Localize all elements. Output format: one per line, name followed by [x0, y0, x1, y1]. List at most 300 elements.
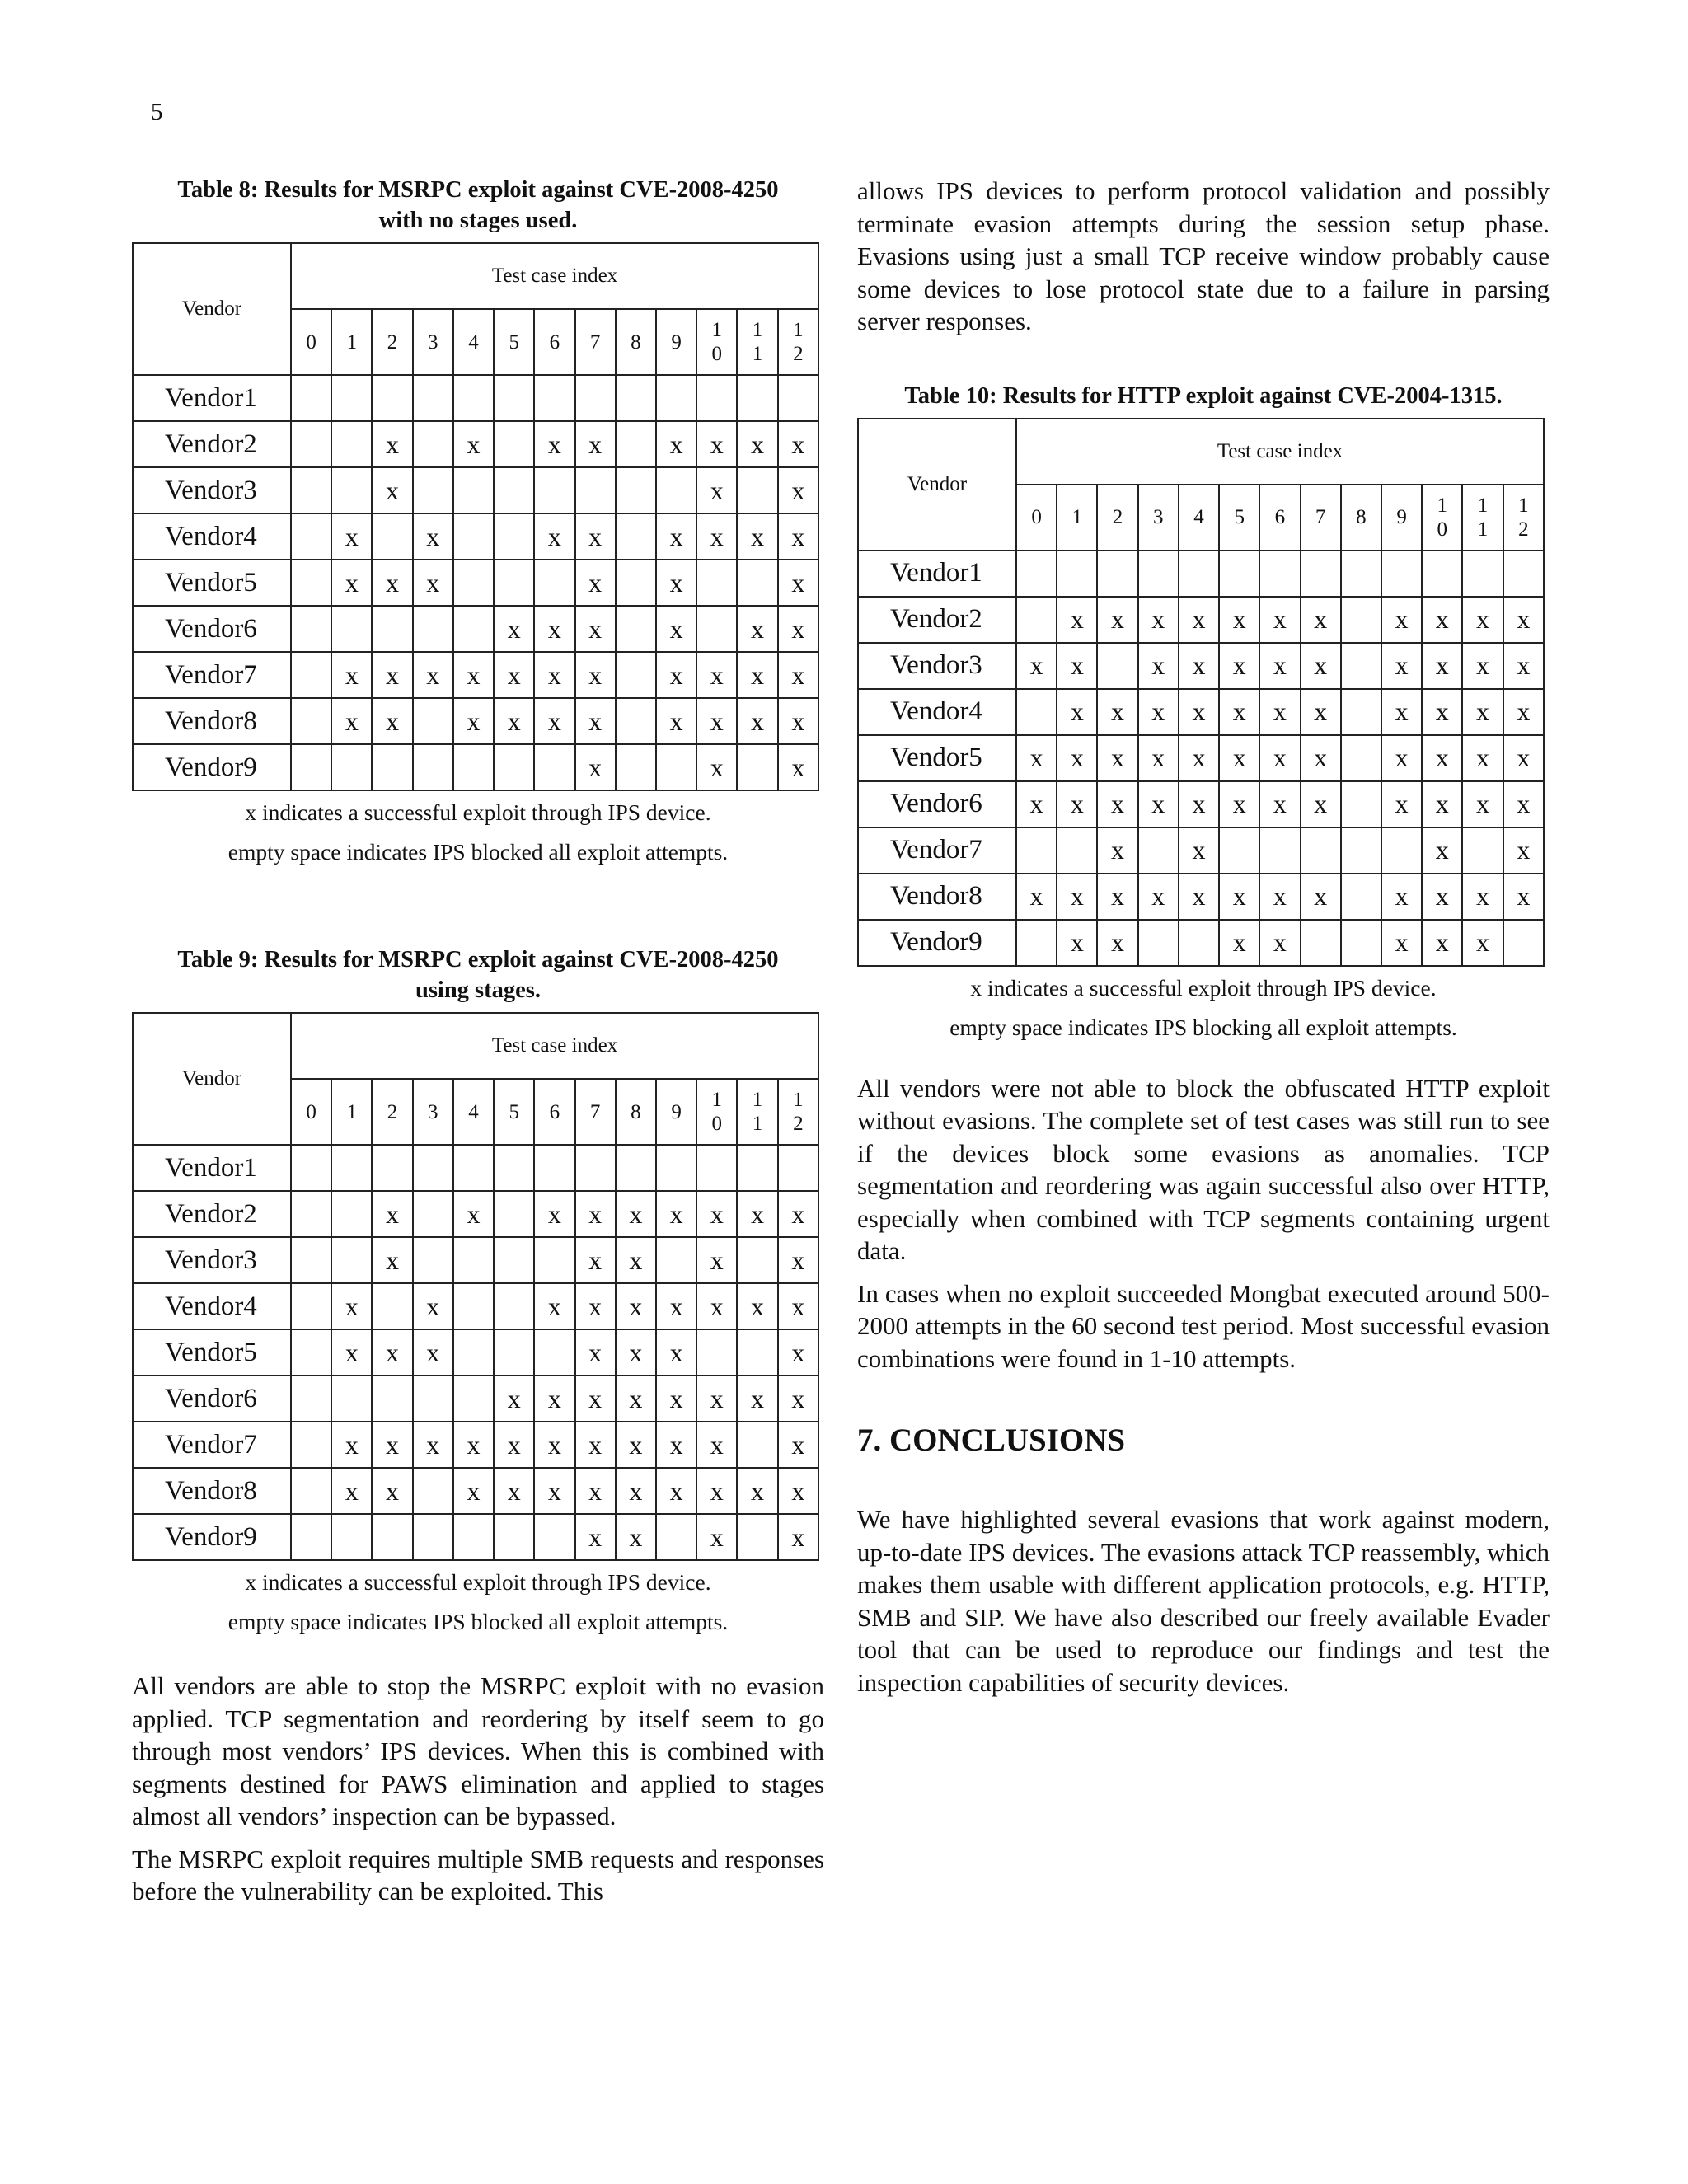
result-cell: x [1422, 597, 1462, 643]
result-cell: x [1259, 920, 1300, 966]
result-cell [1381, 827, 1422, 874]
result-cell [616, 698, 656, 744]
table-row [858, 551, 1544, 597]
test-case-index-header: Test case index [1016, 419, 1544, 485]
result-cell: x [1462, 735, 1503, 781]
vendor-column-header: Vendor [133, 243, 291, 375]
result-cell: x [534, 1422, 574, 1468]
result-cell [1057, 551, 1097, 597]
result-cell: x [778, 652, 818, 698]
column-index-header: 9 [1381, 485, 1422, 551]
result-cell: x [1422, 827, 1462, 874]
result-cell [656, 375, 696, 421]
vendor-name: Vendor8 [858, 874, 1016, 920]
table8-notes [132, 793, 824, 872]
result-cell [1057, 827, 1097, 874]
result-cell: x [494, 698, 534, 744]
result-cell: x [1057, 781, 1097, 827]
table-row [133, 652, 818, 698]
result-cell [453, 1283, 494, 1329]
result-cell: x [656, 698, 696, 744]
vendor-name: Vendor8 [133, 698, 291, 744]
vendor-name: Vendor9 [133, 1514, 291, 1560]
result-cell: x [494, 1422, 534, 1468]
result-cell: x [372, 698, 412, 744]
result-cell [1301, 827, 1341, 874]
result-cell: x [696, 1237, 737, 1283]
result-cell [372, 1145, 412, 1191]
result-cell [1341, 643, 1381, 689]
table-row [133, 467, 818, 513]
result-cell: x [778, 1468, 818, 1514]
column-index-header: 1 2 [778, 1079, 818, 1145]
result-cell [737, 1237, 777, 1283]
result-cell: x [656, 421, 696, 467]
result-cell: x [1138, 689, 1179, 735]
result-cell: x [778, 560, 818, 606]
result-cell [494, 1237, 534, 1283]
result-cell: x [1462, 920, 1503, 966]
result-cell: x [616, 1468, 656, 1514]
result-cell: x [1503, 781, 1544, 827]
vendor-name: Vendor5 [133, 1329, 291, 1376]
result-cell: x [1422, 689, 1462, 735]
result-cell: x [778, 698, 818, 744]
result-cell: x [696, 421, 737, 467]
result-cell: x [1259, 597, 1300, 643]
result-cell [1341, 781, 1381, 827]
result-cell: x [1138, 874, 1179, 920]
result-cell [534, 1514, 574, 1560]
result-cell: x [656, 1376, 696, 1422]
result-cell [291, 1237, 331, 1283]
table-row [133, 606, 818, 652]
result-cell: x [1462, 643, 1503, 689]
column-index-header: 5 [494, 1079, 534, 1145]
result-cell: x [1301, 781, 1341, 827]
result-cell: x [575, 1376, 616, 1422]
result-cell: x [534, 606, 574, 652]
test-case-index-header: Test case index [291, 243, 818, 309]
result-cell [534, 1145, 574, 1191]
result-cell: x [1381, 920, 1422, 966]
result-cell: x [413, 1329, 453, 1376]
result-cell [413, 606, 453, 652]
result-cell: x [737, 698, 777, 744]
result-cell [413, 1237, 453, 1283]
result-cell: x [616, 1329, 656, 1376]
result-cell [534, 744, 574, 790]
result-cell: x [656, 513, 696, 560]
result-cell: x [331, 1329, 372, 1376]
column-index-header: 7 [575, 309, 616, 375]
column-index-header: 1 [331, 309, 372, 375]
result-cell: x [575, 744, 616, 790]
column-index-header: 8 [616, 1079, 656, 1145]
result-cell [1138, 551, 1179, 597]
result-cell [413, 421, 453, 467]
result-cell [737, 1422, 777, 1468]
result-cell [1259, 827, 1300, 874]
table9-results [132, 1012, 819, 1561]
result-cell: x [696, 698, 737, 744]
result-cell: x [778, 1514, 818, 1560]
result-cell: x [1301, 874, 1341, 920]
result-cell [616, 421, 656, 467]
result-cell [1219, 827, 1259, 874]
result-cell [372, 1514, 412, 1560]
result-cell: x [372, 467, 412, 513]
table9-caption-line1: Table 9: Results for MSRPC exploit against CVE-2008-4250 [177, 947, 779, 972]
result-cell [413, 1376, 453, 1422]
result-cell: x [1179, 643, 1219, 689]
result-cell [291, 1376, 331, 1422]
result-cell: x [1259, 689, 1300, 735]
result-cell: x [1016, 643, 1057, 689]
result-cell: x [778, 1191, 818, 1237]
result-cell [696, 1145, 737, 1191]
right-paragraph-top: allows IPS devices to perform protocol validation and possibly terminate evasion attempts during the session setup phase. Evasions using just a small TCP receive window probably cause some devices to lose protocol state due to a failure in parsing server responses. [857, 176, 1550, 335]
result-cell: x [1381, 689, 1422, 735]
result-cell: x [372, 1329, 412, 1376]
vendor-name: Vendor6 [133, 1376, 291, 1422]
column-index-header: 1 0 [696, 1079, 737, 1145]
column-index-header: 1 2 [778, 309, 818, 375]
result-cell [291, 421, 331, 467]
result-cell: x [453, 698, 494, 744]
table9-caption-line2: using stages. [415, 977, 542, 1003]
column-index-header: 9 [656, 309, 696, 375]
result-cell [534, 467, 574, 513]
result-cell [331, 1376, 372, 1422]
vendor-name: Vendor7 [133, 652, 291, 698]
table8-caption [132, 175, 824, 236]
table-row [133, 1237, 818, 1283]
result-cell [1301, 920, 1341, 966]
result-cell: x [453, 1468, 494, 1514]
result-cell: x [1381, 597, 1422, 643]
result-cell: x [534, 1468, 574, 1514]
result-cell: x [1301, 597, 1341, 643]
right-paragraph-2: In cases when no exploit succeeded Mongbat executed around 500-2000 attempts in the 60 second test period. Most successful evasion combinations were found in 1-10 attempts. [857, 1278, 1550, 1373]
result-cell: x [1179, 735, 1219, 781]
vendor-name: Vendor6 [858, 781, 1016, 827]
result-cell: x [1381, 643, 1422, 689]
table-row [133, 421, 818, 467]
result-cell: x [1259, 874, 1300, 920]
result-cell: x [1462, 689, 1503, 735]
result-cell: x [656, 1468, 696, 1514]
result-cell [372, 606, 412, 652]
table-row [133, 560, 818, 606]
result-cell: x [1138, 735, 1179, 781]
result-cell [656, 1145, 696, 1191]
table-row [133, 744, 818, 790]
result-cell: x [696, 652, 737, 698]
table-row [858, 689, 1544, 735]
result-cell: x [372, 560, 412, 606]
result-cell [331, 467, 372, 513]
result-cell: x [1016, 735, 1057, 781]
result-cell: x [778, 421, 818, 467]
result-cell: x [534, 421, 574, 467]
column-index-header: 6 [534, 1079, 574, 1145]
result-cell: x [331, 698, 372, 744]
result-cell: x [494, 606, 534, 652]
result-cell: x [696, 467, 737, 513]
result-cell [1138, 827, 1179, 874]
result-cell: x [737, 652, 777, 698]
result-cell [291, 1514, 331, 1560]
result-cell: x [575, 1329, 616, 1376]
result-cell: x [656, 1283, 696, 1329]
result-cell [494, 560, 534, 606]
result-cell: x [1422, 643, 1462, 689]
result-cell [616, 744, 656, 790]
table10-note-success: x indicates a successful exploit through IPS device. [970, 974, 1437, 1001]
result-cell: x [534, 1376, 574, 1422]
table8-note-success: x indicates a successful exploit through IPS device. [245, 799, 711, 825]
test-case-index-header: Test case index [291, 1013, 818, 1079]
result-cell [331, 1145, 372, 1191]
result-cell [1341, 827, 1381, 874]
result-cell: x [372, 1237, 412, 1283]
vendor-name: Vendor1 [858, 551, 1016, 597]
result-cell [453, 744, 494, 790]
result-cell: x [1381, 781, 1422, 827]
result-cell [737, 1329, 777, 1376]
column-index-header: 3 [1138, 485, 1179, 551]
column-index-header: 6 [1259, 485, 1300, 551]
result-cell [413, 698, 453, 744]
vendor-name: Vendor3 [133, 1237, 291, 1283]
result-cell: x [1057, 597, 1097, 643]
vendor-column-header: Vendor [133, 1013, 291, 1145]
result-cell [453, 513, 494, 560]
result-cell: x [696, 1376, 737, 1422]
vendor-name: Vendor5 [858, 735, 1016, 781]
table8-note-blocked: empty space indicates IPS blocked all exploit attempts. [227, 839, 729, 865]
left-column [132, 175, 824, 1918]
table-row [858, 874, 1544, 920]
result-cell: x [1138, 597, 1179, 643]
result-cell [737, 467, 777, 513]
result-cell [331, 744, 372, 790]
vendor-name: Vendor4 [858, 689, 1016, 735]
result-cell: x [737, 1191, 777, 1237]
result-cell [291, 375, 331, 421]
result-cell: x [1057, 735, 1097, 781]
result-cell [575, 467, 616, 513]
result-cell: x [453, 1191, 494, 1237]
result-cell [453, 1329, 494, 1376]
result-cell [616, 560, 656, 606]
result-cell: x [696, 1191, 737, 1237]
result-cell [453, 1376, 494, 1422]
result-cell [534, 1237, 574, 1283]
result-cell: x [1219, 597, 1259, 643]
result-cell [413, 467, 453, 513]
result-cell [494, 1283, 534, 1329]
vendor-name: Vendor9 [858, 920, 1016, 966]
column-index-header: 1 1 [1462, 485, 1503, 551]
result-cell [331, 1237, 372, 1283]
table-row [133, 375, 818, 421]
result-cell [494, 1145, 534, 1191]
result-cell: x [1219, 735, 1259, 781]
result-cell [494, 467, 534, 513]
result-cell: x [413, 1283, 453, 1329]
result-cell [331, 606, 372, 652]
result-cell: x [372, 1468, 412, 1514]
result-cell [291, 652, 331, 698]
column-index-header: 5 [1219, 485, 1259, 551]
result-cell [1301, 551, 1341, 597]
result-cell [453, 606, 494, 652]
table9-note-success: x indicates a successful exploit through IPS device. [245, 1569, 711, 1595]
result-cell: x [1422, 920, 1462, 966]
result-cell: x [331, 652, 372, 698]
result-cell [696, 560, 737, 606]
result-cell [331, 1191, 372, 1237]
result-cell: x [778, 1376, 818, 1422]
table8-results [132, 242, 819, 791]
table-row [858, 597, 1544, 643]
table-row [133, 1145, 818, 1191]
result-cell: x [616, 1422, 656, 1468]
result-cell [291, 1145, 331, 1191]
result-cell: x [1381, 874, 1422, 920]
result-cell [453, 1514, 494, 1560]
result-cell: x [1138, 643, 1179, 689]
vendor-column-header: Vendor [858, 419, 1016, 551]
result-cell [291, 606, 331, 652]
table-row [858, 827, 1544, 874]
result-cell: x [656, 1329, 696, 1376]
result-cell: x [1097, 874, 1137, 920]
result-cell: x [575, 1191, 616, 1237]
result-cell: x [737, 1283, 777, 1329]
result-cell [413, 1514, 453, 1560]
result-cell [1016, 920, 1057, 966]
result-cell: x [778, 1283, 818, 1329]
result-cell: x [1057, 920, 1097, 966]
result-cell [291, 1283, 331, 1329]
vendor-name: Vendor6 [133, 606, 291, 652]
result-cell: x [331, 1283, 372, 1329]
result-cell: x [494, 1376, 534, 1422]
table-row [133, 1514, 818, 1560]
result-cell [413, 375, 453, 421]
result-cell [1016, 689, 1057, 735]
result-cell [616, 513, 656, 560]
result-cell [453, 467, 494, 513]
result-cell [1341, 920, 1381, 966]
result-cell: x [1219, 781, 1259, 827]
result-cell [291, 467, 331, 513]
result-cell: x [534, 652, 574, 698]
result-cell [696, 606, 737, 652]
result-cell: x [1503, 643, 1544, 689]
column-index-header: 0 [291, 309, 331, 375]
result-cell [291, 744, 331, 790]
table9-caption [132, 944, 824, 1005]
table8-caption-line2: with no stages used. [378, 208, 578, 233]
result-cell: x [575, 1422, 616, 1468]
vendor-name: Vendor7 [133, 1422, 291, 1468]
result-cell: x [575, 1283, 616, 1329]
result-cell [616, 606, 656, 652]
column-index-header: 0 [291, 1079, 331, 1145]
result-cell [737, 1145, 777, 1191]
column-index-header: 1 0 [1422, 485, 1462, 551]
result-cell: x [1503, 827, 1544, 874]
vendor-name: Vendor1 [133, 1145, 291, 1191]
result-cell: x [616, 1376, 656, 1422]
result-cell [1341, 874, 1381, 920]
vendor-name: Vendor3 [133, 467, 291, 513]
result-cell [616, 467, 656, 513]
table-row [133, 1376, 818, 1422]
table10-results [857, 418, 1545, 967]
result-cell: x [616, 1283, 656, 1329]
table-row [133, 1422, 818, 1468]
result-cell [1462, 551, 1503, 597]
result-cell [778, 1145, 818, 1191]
column-index-header: 6 [534, 309, 574, 375]
result-cell: x [534, 513, 574, 560]
result-cell [534, 560, 574, 606]
result-cell [413, 1191, 453, 1237]
result-cell: x [696, 744, 737, 790]
result-cell: x [1462, 597, 1503, 643]
table-row [858, 920, 1544, 966]
result-cell: x [1179, 597, 1219, 643]
result-cell: x [372, 1422, 412, 1468]
result-cell: x [575, 560, 616, 606]
result-cell [291, 1422, 331, 1468]
result-cell [575, 375, 616, 421]
result-cell [453, 1145, 494, 1191]
result-cell: x [1179, 827, 1219, 874]
result-cell: x [737, 606, 777, 652]
result-cell: x [1097, 689, 1137, 735]
result-cell [1097, 643, 1137, 689]
result-cell [737, 560, 777, 606]
result-cell [1341, 551, 1381, 597]
result-cell: x [1097, 920, 1137, 966]
result-cell [1503, 920, 1544, 966]
result-cell: x [1462, 874, 1503, 920]
result-cell [494, 744, 534, 790]
result-cell: x [494, 1468, 534, 1514]
result-cell [331, 421, 372, 467]
vendor-name: Vendor5 [133, 560, 291, 606]
result-cell [453, 560, 494, 606]
column-index-header: 1 0 [696, 309, 737, 375]
result-cell: x [372, 652, 412, 698]
table10-note-blocked: empty space indicates IPS blocking all exploit attempts. [950, 1014, 1457, 1040]
table-row [133, 698, 818, 744]
column-index-header: 7 [575, 1079, 616, 1145]
result-cell: x [1503, 874, 1544, 920]
column-index-header: 0 [1016, 485, 1057, 551]
result-cell: x [575, 513, 616, 560]
result-cell: x [1301, 735, 1341, 781]
result-cell [1341, 597, 1381, 643]
result-cell: x [575, 421, 616, 467]
column-index-header: 7 [1301, 485, 1341, 551]
